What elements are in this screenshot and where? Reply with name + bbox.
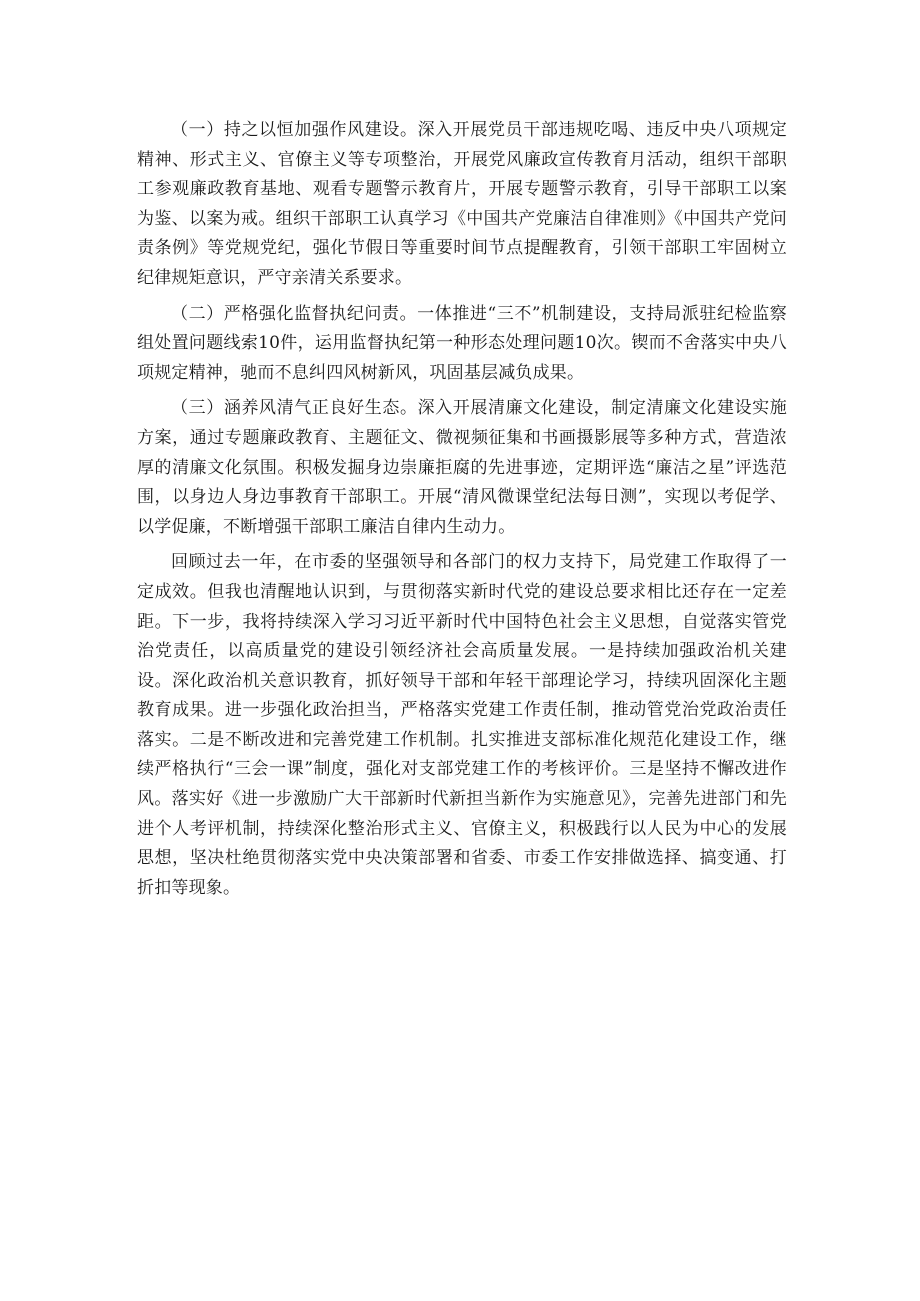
paragraph-work-style: （一）持之以恒加强作风建设。深入开展党员干部违规吃喝、违反中央八项规定精神、形式主义、官僚主义等专项整治，开展党风廉政宣传教育月活动，组织干部职工参观廉政教育基地、观看专题警示教育片，开展专题警示教育，引导干部职工以案为鉴、以案为戒。组织干部职工认真学习《中国共产党廉洁自律准则》《中国共产党问责条例》等党规党纪，强化节假日等重要时间节点提醒教育，引领干部职工牢固树立纪律规矩意识，严守亲清关系要求。 <box>137 120 787 288</box>
paragraph-supervision: （二）严格强化监督执纪问责。一体推进“三不”机制建设，支持局派驻纪检监察组处置问题线索10件，运用监督执纪第一种形态处理问题10次。锲而不舍落实中央八项规定精神，驰而不息纠四风树新风，巩固基层减负成果。 <box>137 303 787 383</box>
document-body <box>137 116 787 909</box>
paragraph-clean-culture: （三）涵养风清气正良好生态。深入开展清廉文化建设，制定清廉文化建设实施方案，通过专题廉政教育、主题征文、微视频征集和书画摄影展等多种方式，营造浓厚的清廉文化氛围。积极发掘身边崇廉拒腐的先进事迹，定期评选“廉洁之星”评选范围，以身边人身边事教育干部职工。开展“清风微课堂纪法每日测”，实现以考促学、以学促廉，不断增强干部职工廉洁自律内生动力。 <box>137 398 787 537</box>
paragraph-review-and-next-steps: 回顾过去一年，在市委的坚强领导和各部门的权力支持下，局党建工作取得了一定成效。但我也清醒地认识到，与贯彻落实新时代党的建设总要求相比还存在一定差距。下一步，我将持续深入学习习近平新时代中国特色社会主义思想，自觉落实管党治党责任，以高质量党的建设引领经济社会高质量发展。一是持续加强政治机关建设。深化政治机关意识教育，抓好领导干部和年轻干部理论学习，持续巩固深化主题教育成果。进一步强化政治担当，严格落实党建工作责任制，推动管党治党政治责任落实。二是不断改进和完善党建工作机制。扎实推进支部标准化规范化建设工作，继续严格执行“三会一课”制度，强化对支部党建工作的考核评价。三是坚持不懈改进作风。落实好《进一步激励广大干部新时代新担当新作为实施意见》，完善先进部门和先进个人考评机制，持续深化整治形式主义、官僚主义，积极践行以人民为中心的发展思想，坚决杜绝贯彻落实党中央决策部署和省委、市委工作安排做选择、搞变通、打折扣等现象。 <box>137 552 787 898</box>
